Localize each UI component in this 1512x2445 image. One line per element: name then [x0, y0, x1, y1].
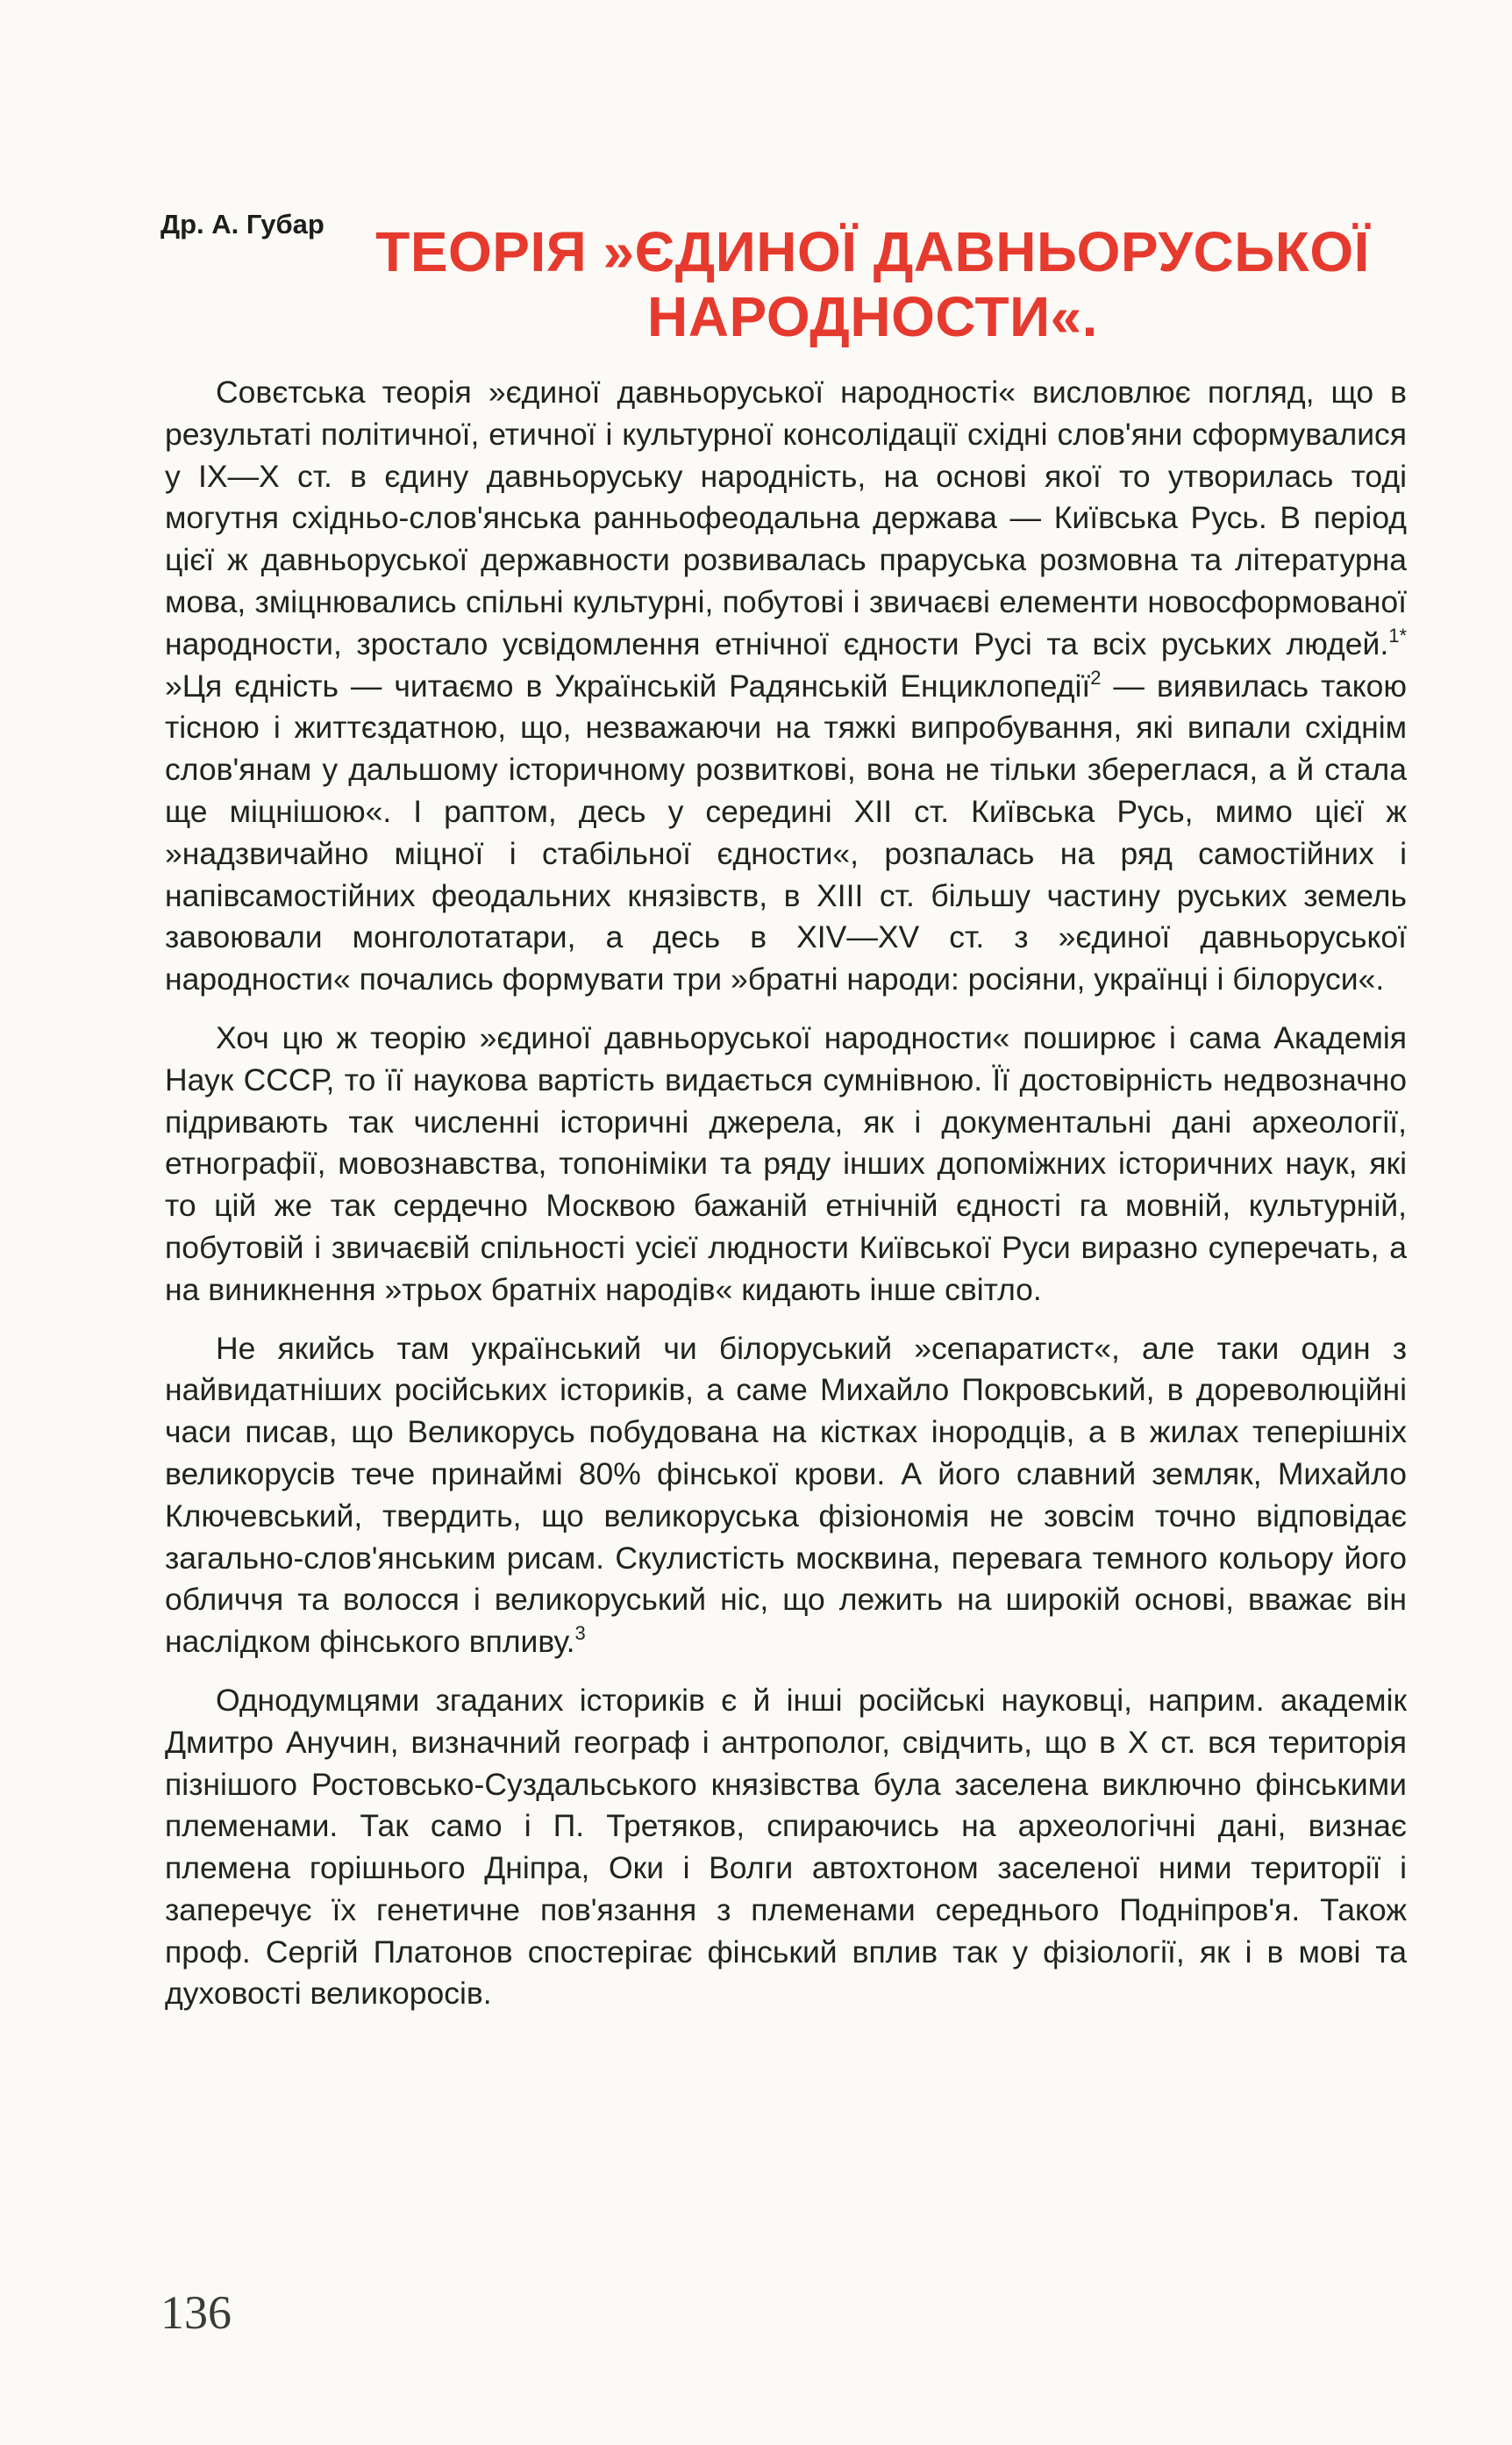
footnote-ref-3: 3: [574, 1622, 586, 1645]
article-title: [333, 219, 1412, 349]
article-body: [165, 372, 1407, 2032]
paragraph-1-part-c: — виявилась такою тісною і життєздатною, що, незважаючи на тяжкі випробування, які випали східнім слов'янам у дальшому історичному розвиткові, вона не тільки збереглася, а й стала ще міцнішою«. І раптом, десь у середині XII ст. Київська Русь, мимо цієї ж »надзвичайно міцної і стабільної єдности«, розпалась на ряд самостійних і напівсамостійних феодальних князівств, в XIII ст. більшу частину руських земель завоювали монголотатари, а десь в XIV—XV ст. з »єдиної давньоруської народности« почались формувати три »братні народи: росіяни, українці і білоруси«.: [165, 668, 1408, 997]
paragraph-1-part-a: Совєтська теорія »єдиної давньоруської народності« висловлює погляд, що в результаті політичної, етичної і культурної консолідації східні слов'яни сформувалися у IX—X ст. в єдину давньоруську народність, на основі якої то утворилась тоді могутня східньо-слов'янська ранньофеодальна держава — Київська Русь. В період цієї ж давньоруської державности розвивалась праруська розмовна та літературна мова, зміцнювались спільні культурні, побутові і звичаєві елементи новосформованої народности, зростало усвідомлення етнічної єдности Русі та всіх руських людей.: [165, 375, 1407, 661]
paragraph-1-part-b: »Ця єдність — читаємо в Українській Радянській Енциклопедії: [165, 668, 1091, 704]
paragraph-2: Хоч цю ж теорію »єдиної давньоруської народности« поширює і сама Академія Наук СССР, то її наукова вартість видається сумнівною. Її достовірність недвозначно підривають так численні історичні джерела, як і документальні дані археології, етнографії, мовознавства, топоніміки та ряду інших допоміжних історичних наук, які то цій же так сердечно Москвою бажаній етнічній єдності га мовній, культурній, побутовій і звичаєвій спільності усієї людности Київської Руси виразно суперечать, а на виникнення »трьох братніх народів« кидають інше світло.: [165, 1019, 1407, 1307]
page-number: 136: [160, 2286, 232, 2339]
footnote-ref-2: 2: [1090, 666, 1102, 689]
author-name: Др. А. Губар: [160, 209, 325, 239]
paragraph-1: [165, 372, 1407, 1001]
footnote-ref-1: 1*: [1388, 624, 1407, 647]
paragraph-3: [165, 1328, 1407, 1663]
title-line-1: ТЕОРІЯ »ЄДИНОЇ ДАВНЬОРУСЬКОЇ: [375, 220, 1370, 283]
title-line-2: НАРОДНОСТИ«.: [647, 285, 1098, 348]
paragraph-3-text: Не якийсь там український чи білоруський »сепаратист«, але таки один з найвидатніших російських істориків, а саме Михайло Покровський, в дореволюційні часи писав, що Великорусь побудована на кістках інородців, а в жилах теперішніх великорусів тече принаймі 80% фінської крови. А його славний земляк, Михайло Ключевський, твердить, що великоруська фізіономія не зовсім точно відповідає загально-слов'янським рисам. Скулистість москвина, перевага темного кольору його обличчя та волосся і великоруський ніс, що лежить на широкій основі, вважає він наслідком фінського впливу.: [165, 1330, 1407, 1660]
paragraph-4: Однодумцями згаданих істориків є й інші російські науковці, наприм. академік Дмитро Анучин, визначний географ і антрополог, свідчить, що в X ст. вся територія пізнішого Ростовсько-Суздальського князівства була заселена виключно фінськими племенами. Так само і П. Третяков, спираючись на археологічні дані, визнає племена горішнього Дніпра, Оки і Волги автохтоном заселеної ними території і заперечує їх генетичне пов'язання з племенами середнього Подніпров'я. Також проф. Сергій Платонов спостерігає фінський вплив так у фізіології, як і в мові та духовості великоросів.: [165, 1682, 1407, 2012]
